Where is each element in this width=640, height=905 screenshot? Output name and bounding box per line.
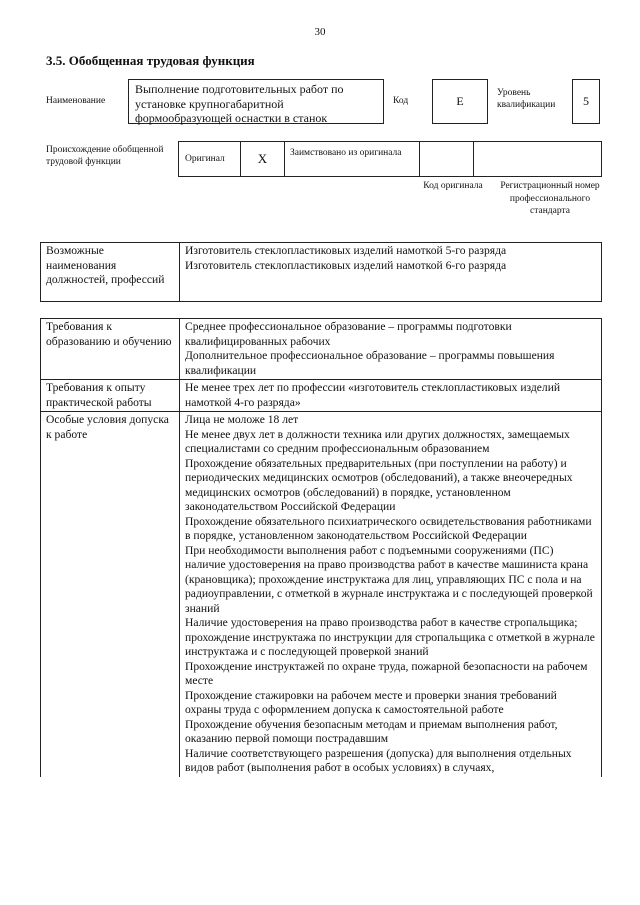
origin-borrowed-label: Заимствовано из оригинала: [285, 142, 420, 176]
level-label: Уровень квалификации: [497, 88, 556, 110]
list-item: Не менее трех лет по профессии «изготовитель стеклопластиковых изделий намоткой 4-го разряда»: [185, 381, 561, 409]
caption-original-code: Код оригинала: [423, 181, 483, 191]
list-item: Прохождение обязательного психиатрического освидетельствования работниками в порядке, установленном законодательством Российской Федерации: [185, 514, 592, 542]
table-row: [41, 243, 602, 302]
table-row: [41, 319, 602, 380]
list-item: Не менее двух лет в должности техника или других должностях, замещаемых специалистами со средним профессиональным образованием: [185, 427, 570, 455]
special-conditions-label: Особые условия допуска к работе: [41, 412, 180, 777]
list-item: Прохождение стажировки на рабочем месте и проверки знания требований охраны труда с оформлением допуска к самостоятельной работе: [185, 688, 557, 716]
requirements-table: [40, 318, 602, 777]
list-item: Наличие соответствующего разрешения (допуска) для выполнения отдельных видов работ (выполнения работ в особых условиях) в случаях,: [185, 746, 572, 774]
education-label: Требования к образованию и обучению: [41, 319, 180, 380]
page-number: 30: [314, 26, 326, 38]
table-row: [41, 412, 602, 777]
list-item: Прохождение обязательных предварительных (при поступлении на работу) и периодических медицинских осмотров (обследований), а также внеочередных медицинских осмотров (обследований) в порядке, установленном законодательством Российской Федерации: [185, 456, 573, 513]
list-item: Изготовитель стеклопластиковых изделий намоткой 6-го разряда: [185, 258, 507, 272]
positions-table: [40, 242, 602, 302]
list-item: Лица не моложе 18 лет: [185, 413, 299, 426]
experience-values: [180, 380, 602, 412]
experience-label: Требования к опыту практической работы: [41, 380, 180, 412]
list-item: При необходимости выполнения работ с подъемными сооружениями (ПС) наличие удостоверения на право производства работ в качестве машиниста крана (крановщика); прохождение инструктажа для лиц, управляющих ПС с пола и на радиоуправлении, с отметкой в журнале инструктажа и с последующей проверкой знаний: [185, 543, 593, 615]
list-item: Наличие удостоверения на право производства работ в качестве стропальщика; прохождение инструктажа по инструкции для стропальщика с отметкой в журнале инструктажа и с последующей проверкой знаний: [185, 616, 595, 658]
list-item: Изготовитель стеклопластиковых изделий намоткой 5-го разряда: [185, 244, 507, 257]
special-conditions-values: [180, 412, 602, 777]
code-label: Код: [393, 96, 409, 106]
list-item: Прохождение инструктажей по охране труда, пожарной безопасности на рабочем месте: [185, 659, 588, 687]
function-name-box: Выполнение подготовительных работ по установке крупногабаритной формообразующей оснастки в станок: [128, 79, 384, 124]
positions-values: [180, 243, 602, 302]
origin-code-cell: [420, 142, 474, 176]
section-title: 3.5. Обобщенная трудовая функция: [46, 53, 255, 68]
education-values: [180, 319, 602, 380]
caption-reg-number: Регистрационный номер профессионального стандарта: [500, 181, 600, 216]
list-item: Прохождение обучения безопасным методам и приемам выполнения работ, оказанию первой помощи пострадавшим: [185, 717, 558, 745]
code-box: E: [432, 79, 488, 124]
origin-reg-cell: [474, 142, 601, 176]
level-box: 5: [572, 79, 600, 124]
name-label: Наименование: [46, 96, 106, 106]
origin-original-label: Оригинал: [179, 142, 241, 176]
positions-label: Возможные наименования должностей, профессий: [41, 243, 180, 302]
table-row: [41, 380, 602, 412]
origin-label: Происхождение обобщенной трудовой функции: [46, 145, 164, 167]
origin-original-mark: X: [241, 142, 285, 176]
list-item: Среднее профессиональное образование – программы подготовки квалифицированных рабочих: [185, 320, 512, 348]
origin-table: [178, 141, 602, 177]
list-item: Дополнительное профессиональное образование – программы повышения квалификации: [185, 349, 555, 377]
